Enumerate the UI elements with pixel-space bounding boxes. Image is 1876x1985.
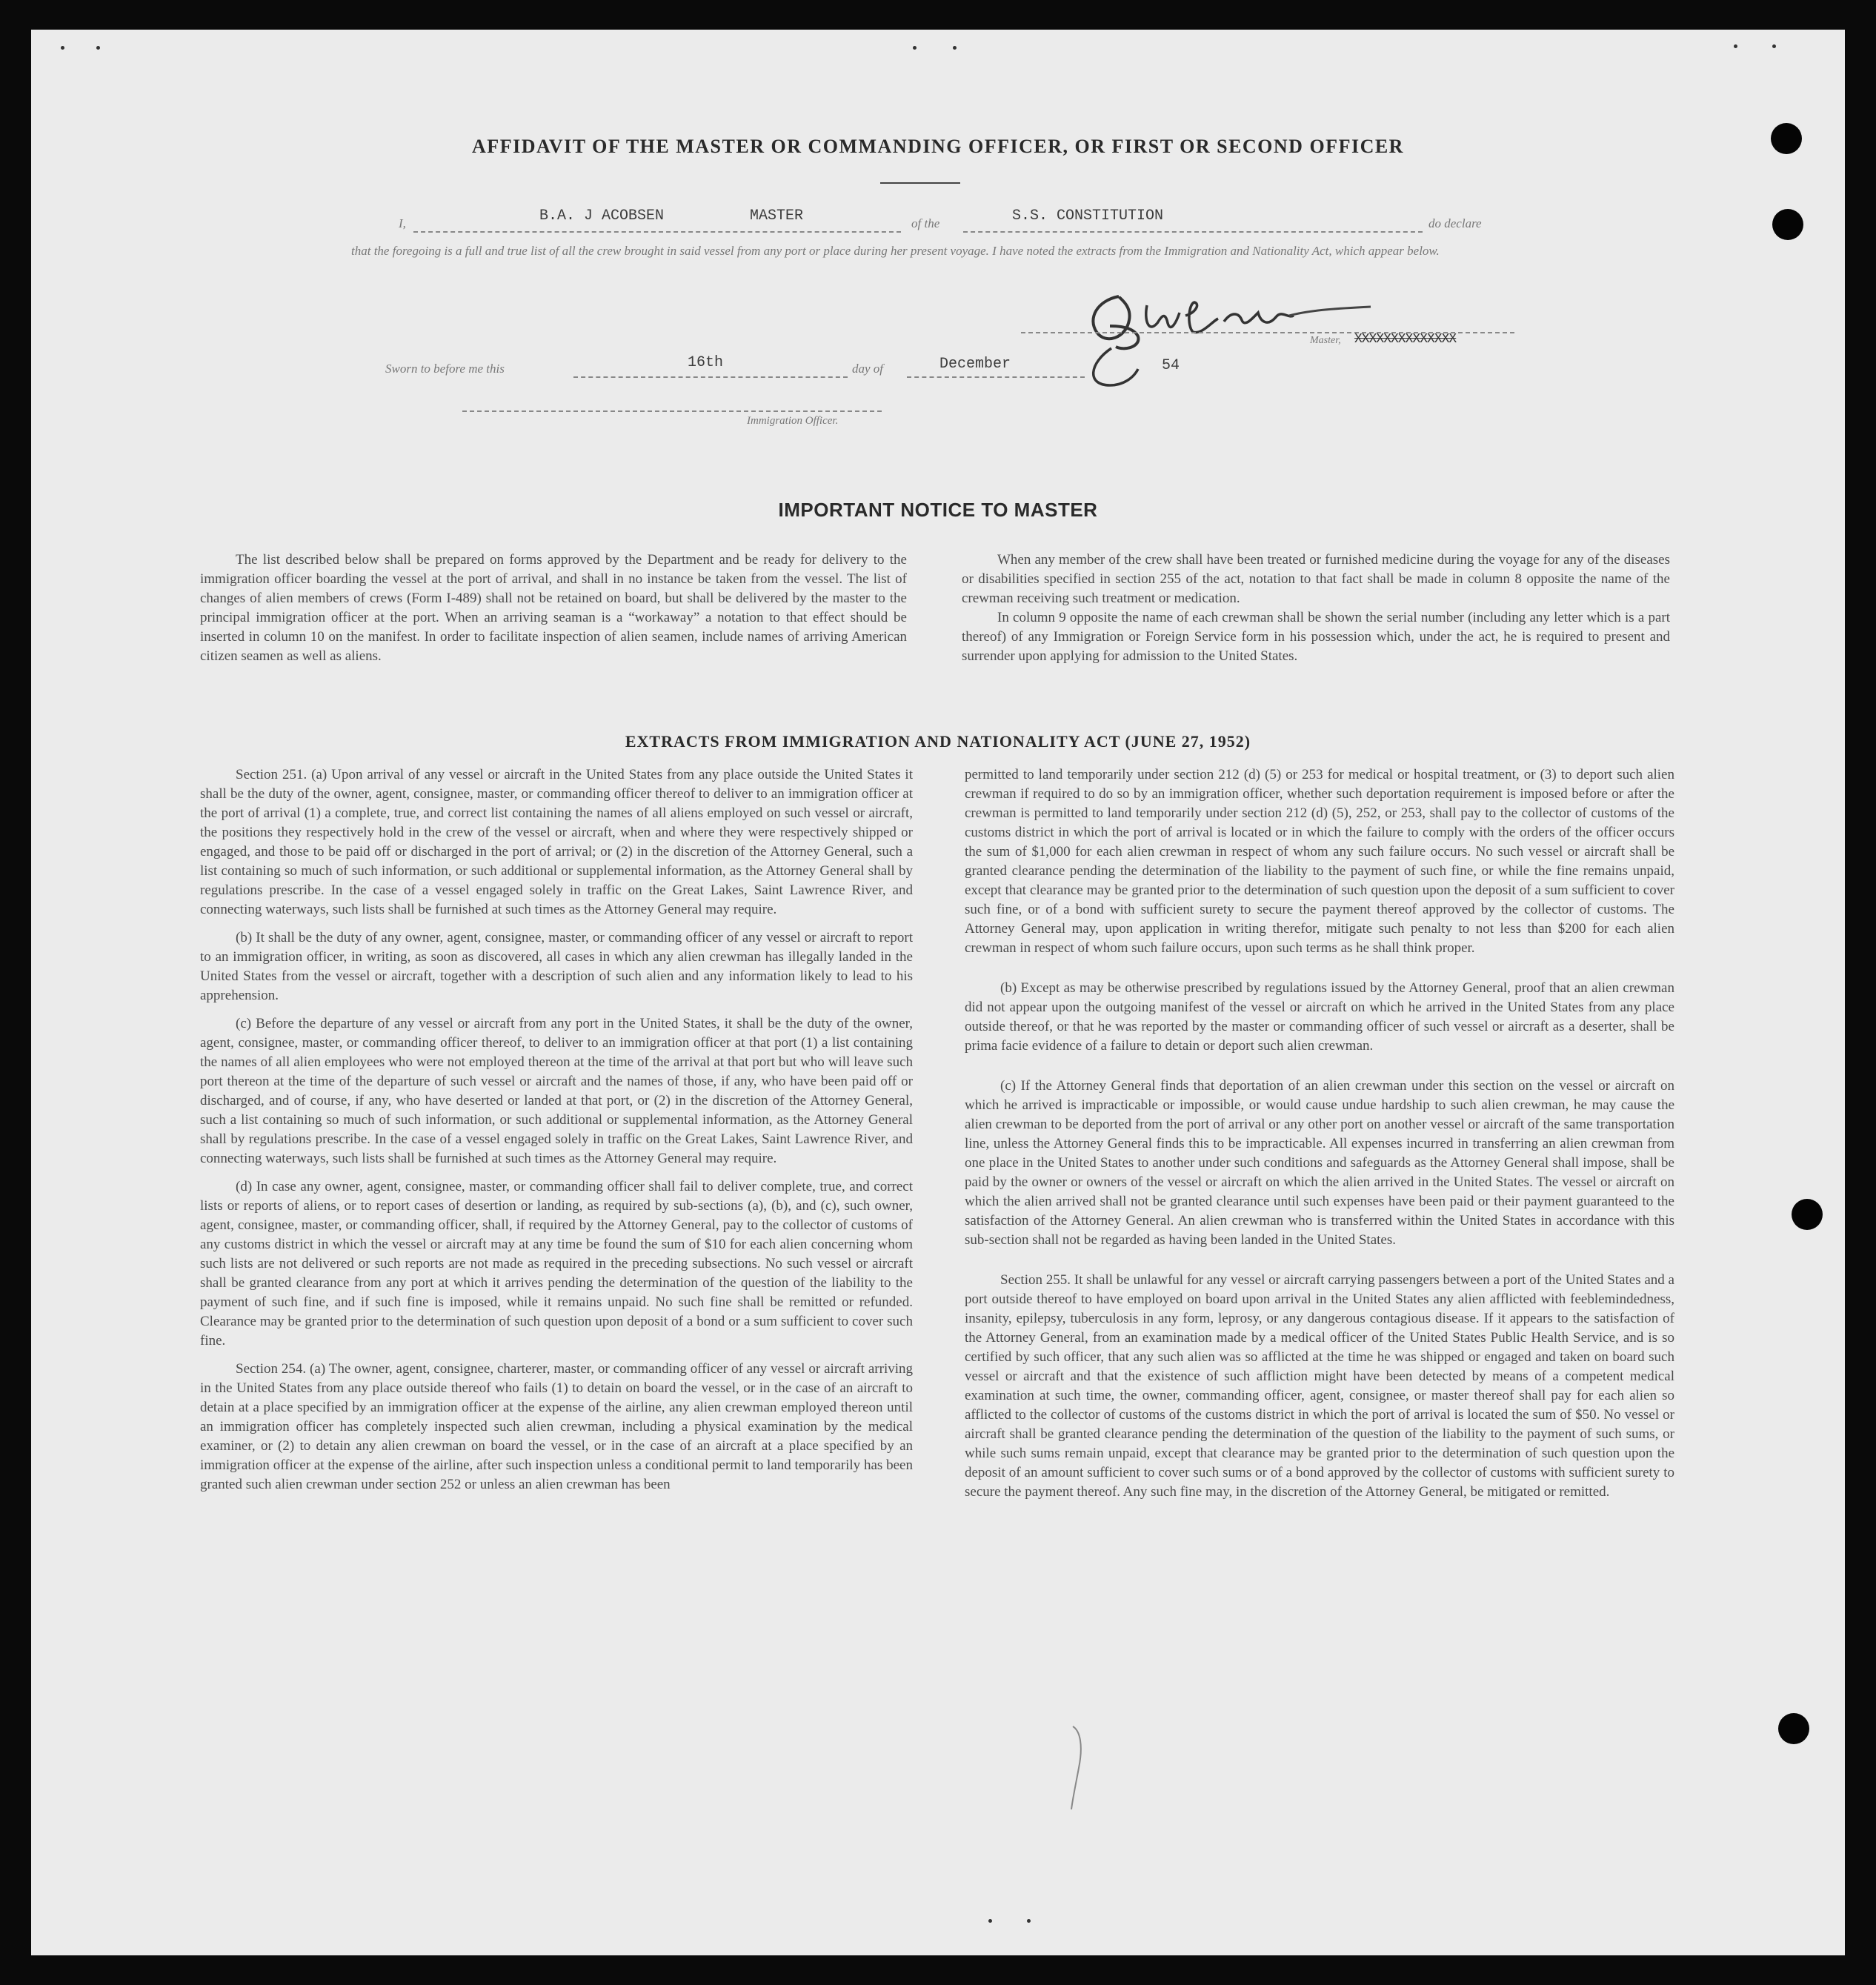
sworn-label: Sworn to before me this xyxy=(385,362,505,376)
year-suffix: 54 xyxy=(1162,357,1180,374)
speck xyxy=(1027,1919,1031,1923)
month-field-line xyxy=(907,376,1085,378)
declaration-text: that the foregoing is a full and true list of all the crew brought in said vessel from any port or place during her present voyage. I have noted the extracts from the Immigration and Nationality Act, which appear below. xyxy=(351,244,1440,258)
punch-hole xyxy=(1772,209,1803,240)
title-rule xyxy=(880,182,960,184)
punch-hole xyxy=(1792,1199,1823,1230)
extracts-right-column xyxy=(965,765,1674,1511)
section-251c: (c) Before the departure of any vessel or aircraft from any port in the United States, it shall be the duty of the owner, agent, consignee, master, or commanding officer thereof, to deliver to an immigration officer at that port (1) a list containing the names of all alien employees who were not employed thereon at the time of the arrival at that port but who will leave such port thereon at the time of the departure of such vessel or aircraft and the names of those, if any, who have been paid off or discharged, and of course, if any, who have deserted or landed at that port, or (2) in the discretion of the Attorney General, such a list containing so much of such information, or such additional or supplemental information, as the Attorney General shall by regulations prescribe. In the case of a vessel engaged solely in traffic on the Great Lakes, Saint Lawrence River, and connecting waterways, such lists shall be furnished at such times as the Attorney General may require. xyxy=(200,1016,913,1166)
vessel-name: S.S. CONSTITUTION xyxy=(1012,207,1164,225)
section-251b: (b) It shall be the duty of any owner, agent, consignee, master, or commanding officer of any vessel or aircraft to report to an immigration officer, in writing, as soon as discovered, all cases in which any alien crewman has illegally landed in the United States from the vessel or aircraft, together with a description of such alien and any information likely to lead to his apprehension. xyxy=(200,930,913,1003)
speck xyxy=(61,46,64,50)
immigration-officer-line xyxy=(462,410,882,412)
section-254a: Section 254. (a) The owner, agent, consignee, charterer, master, or commanding officer of any vessel or aircraft arriving in the United States from any place outside thereof who fails (1) to detain on board the vessel, or in the case of an aircraft to detain at a place specified by an immigration officer at the expense of the airline, any alien crewman employed thereon until an immigration officer has completely inspected such alien crewman, including a physical examination by the medical examiner, or (2) to detain any alien crewman on board the vessel, or in the case of an aircraft at a place specified by an immigration officer at the expense of the airline, after such inspection unless a conditional permit to land temporarily has been granted such alien crewman under section 252 or unless an alien crewman has been xyxy=(200,1361,913,1492)
section-254c: (c) If the Attorney General finds that deportation of an alien crewman under this section on the vessel or aircraft on which he arrived is impracticable or impossible, or would cause undue hardship to such alien crewman, he may cause the alien crewman to be deported from the port of arrival or any other port on another vessel or aircraft of the same transportation line, unless the Attorney General finds this to be impracticable. All expenses incurred in transferring an alien crewman from one place in the United States to another under such conditions and safeguards as the Attorney General shall impose, shall be paid by the owner or owners of the vessel or aircraft on which the alien arrived in the United States. The vessel or aircraft on which the alien arrived shall not be granted clearance until such expenses have been paid or their payment guaranteed to the satisfaction of the Attorney General. An alien crewman who is transferred within the United States in accordance with this sub-section shall not be regarded as having been landed in the United States. xyxy=(965,1078,1674,1248)
speck xyxy=(953,46,957,50)
notice-right-column xyxy=(962,551,1670,666)
speck xyxy=(96,46,100,50)
speck xyxy=(913,46,917,50)
notice-paragraph: In column 9 opposite the name of each crewman shall be shown the serial number (including any letter which is a part thereof) of any Immigration or Foreign Service form in his possession which, under the act, he is required to present and surrender upon applying for admission to the United States. xyxy=(962,610,1670,664)
speck xyxy=(1734,44,1737,48)
affidavit-title: AFFIDAVIT OF THE MASTER OR COMMANDING OFFICER, OR FIRST OR SECOND OFFICER xyxy=(472,136,1404,157)
extracts-title: EXTRACTS FROM IMMIGRATION AND NATIONALITY ACT (JUNE 27, 1952) xyxy=(625,732,1251,751)
notice-paragraph: The list described below shall be prepared on forms approved by the Department and be ready for delivery to the immigration officer boarding the vessel at the port of arrival, and shall in no instance be taken from the vessel. The list of changes of alien members of crews (Form I-489) shall not be retained on board, but shall be delivered by the master to the principal immigration officer at the port. When an arriving seaman is a “workaway” a notation to that effect should be inserted in column 10 on the manifest. In order to facilitate inspection of alien seamen, include names of arriving American citizen seamen as well as aliens. xyxy=(200,552,907,664)
master-name: B.A. J ACOBSEN xyxy=(539,207,665,225)
punch-hole xyxy=(1778,1713,1809,1744)
label-i: I, xyxy=(399,216,406,230)
master-label: Master, xyxy=(1310,335,1341,346)
notice-left-column xyxy=(200,551,907,666)
label-of-the: of the xyxy=(911,216,940,230)
day-of-label: day of xyxy=(852,362,884,376)
day-field-line xyxy=(573,376,848,378)
section-255: Section 255. It shall be unlawful for any vessel or aircraft carrying passengers between a port of the United States and a port outside thereof to have employed on board upon arrival in the United States any alien afflicted with feeblemindedness, insanity, epilepsy, tuberculosis in any form, leprosy, or any dangerous contagious disease. If it appears to the satisfaction of the Attorney General, from an examination made by a medical officer of the United States Public Health Service, and is so certified by such officer, that any such alien was so afflicted at the time he was shipped or engaged and taken on board such vessel or aircraft and that the existence of such affliction might have been detected by means of a competent medical examination at such time, the owner, commanding officer, agent, consignee, or master thereof shall pay for each alien so afflicted to the collector of customs of the customs district in which the port of arrival is located the sum of $50. No vessel or aircraft shall be granted clearance pending the determination of the question of the liability to the payment of such sums, or while such sums remain unpaid, except that clearance may be granted prior to the determination of such question upon the deposit of an amount sufficient to cover such sums or of a bond approved by the collector of customs with sufficient surety to secure the payment thereof. Any such fine may, in the discretion of the Attorney General, be mitigated or remitted. xyxy=(965,1272,1674,1500)
vessel-field-line xyxy=(963,231,1423,233)
name-field-line xyxy=(413,231,901,233)
section-254a-continued: permitted to land temporarily under section 212 (d) (5) or 253 for medical or hospital treatment, or (3) to deport such alien crewman if required to do so by an immigration officer, whether such deportation requirement is imposed before or after the crewman is permitted to land temporarily under section 212 (d) (5), 252, or 253, shall pay to the collector of customs of the customs district in which the port of arrival is located or in which the failure to comply with the orders of the officer occurs the sum of $1,000 for each alien crewman in respect of whom any such failure occurs. No such vessel or aircraft shall be granted clearance pending the determination of the liability to the payment of such fine, or while the fine remains unpaid, except that clearance may be granted prior to the determination of such question upon the deposit of a sum sufficient to cover such fine, or of a bond with sufficient surety to secure the payment thereof approved by the collector of customs. The Attorney General may, upon application in writing therefor, mitigate such penalty to not less than $200 for each alien crewman in respect of whom such failure occurs, upon such terms as he shall think proper. xyxy=(965,767,1674,956)
section-251a: Section 251. (a) Upon arrival of any vessel or aircraft in the United States from any place outside the United States it shall be the duty of the owner, agent, consignee, master, or commanding officer thereof to deliver to an immigration officer at the port of arrival (1) a complete, true, and correct list containing the names of all aliens employed on such vessel or aircraft, the positions they respectively hold in the crew of the vessel or aircraft, when and where they were respectively shipped or engaged, and those to be paid off or discharged in the port of arrival; or (2) in the discretion of the Attorney General, such a list containing so much of such information, or such additional or supplemental information, as the Attorney General shall by regulations prescribe. In the case of a vessel engaged solely in traffic on the Great Lakes, Saint Lawrence River, and connecting waterways, such lists shall be furnished at such times as the Attorney General may require. xyxy=(200,767,913,917)
pencil-mark xyxy=(1064,1723,1094,1812)
label-do-declare: do declare xyxy=(1428,216,1482,230)
section-251d: (d) In case any owner, agent, consignee, master, or commanding officer shall fail to deliver complete, true, and correct lists or reports of aliens, or to report cases of desertion or landing, as required by sub-sections (a), (b), and (c), such owner, agent, consignee, master, or commanding officer, shall, if required by the Attorney General, pay to the collector of customs of any customs district in which the vessel or aircraft may at any time be found the sum of $10 for each alien concerning whom such lists are not delivered or such reports are not made as required in the preceding subsections. No such vessel or aircraft shall be granted clearance from any port at which it arrives pending the determination of the question of the liability to the payment of such fine, and if such fine is imposed, while it remains unpaid. No such fine shall be remitted or refunded. Clearance may be granted prior to the determination of such question upon deposit of a bond or a sum sufficient to cover such fine. xyxy=(200,1179,913,1349)
struck-title: XXXXXXXXXXXXXX xyxy=(1354,332,1457,347)
extracts-left-column xyxy=(200,765,913,1503)
notice-title: IMPORTANT NOTICE TO MASTER xyxy=(778,499,1098,521)
notice-paragraph: When any member of the crew shall have been treated or furnished medicine during the voyage for any of the diseases or disabilities specified in section 255 of the act, notation to that fact shall be made in column 8 opposite the name of the crewman receiving such treatment or medication. xyxy=(962,552,1670,606)
section-254b: (b) Except as may be otherwise prescribed by regulations issued by the Attorney General, proof that an alien crewman did not appear upon the outgoing manifest of the vessel or aircraft on which he arrived in the United States from any place outside thereof, or that he was reported by the master or commanding officer of such vessel or aircraft as a deserter, shall be prima facie evidence of a failure to detain or deport such alien crewman. xyxy=(965,980,1674,1054)
immigration-officer-label: Immigration Officer. xyxy=(747,415,839,427)
speck xyxy=(988,1919,992,1923)
sworn-day: 16th xyxy=(688,354,724,371)
speck xyxy=(1772,44,1776,48)
master-rank: MASTER xyxy=(750,207,804,225)
sworn-month: December xyxy=(939,356,1011,373)
